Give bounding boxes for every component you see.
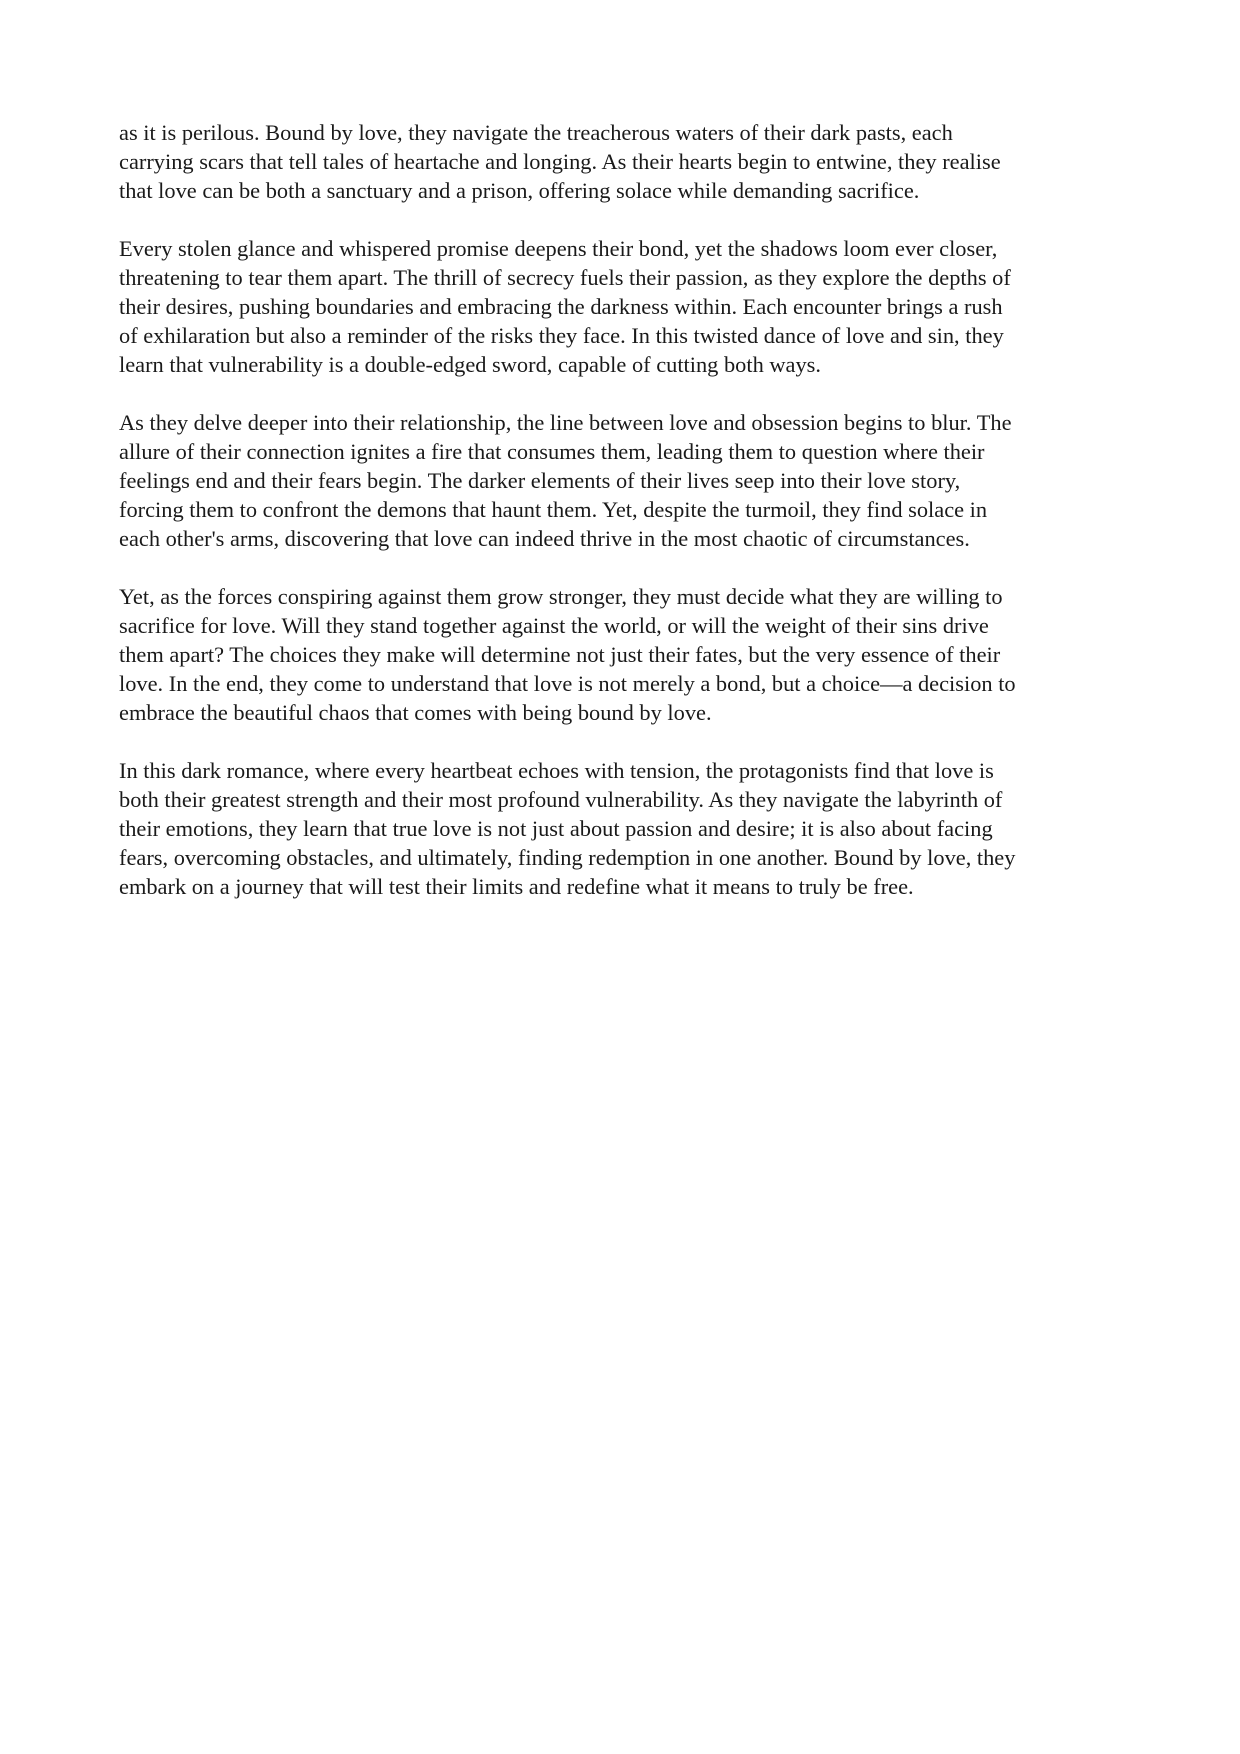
text-line: their emotions, they learn that true love is not just about passion and desire; it is also about facing [119, 816, 993, 841]
paragraph [119, 234, 1131, 379]
paragraph [119, 582, 1131, 727]
text-line: learn that vulnerability is a double-edged sword, capable of cutting both ways. [119, 352, 821, 377]
text-line: as it is perilous. Bound by love, they navigate the treacherous waters of their dark pasts, each [119, 120, 953, 145]
text-line: embrace the beautiful chaos that comes with being bound by love. [119, 700, 712, 725]
text-line: that love can be both a sanctuary and a prison, offering solace while demanding sacrifice. [119, 178, 920, 203]
text-line: allure of their connection ignites a fire that consumes them, leading them to question where their [119, 439, 985, 464]
text-line: Yet, as the forces conspiring against them grow stronger, they must decide what they are willing to [119, 584, 1003, 609]
document-body [119, 118, 1131, 930]
text-line: each other's arms, discovering that love can indeed thrive in the most chaotic of circumstances. [119, 526, 970, 551]
text-line: of exhilaration but also a reminder of the risks they face. In this twisted dance of love and sin, they [119, 323, 1004, 348]
text-line: sacrifice for love. Will they stand together against the world, or will the weight of their sins drive [119, 613, 989, 638]
text-line: As they delve deeper into their relationship, the line between love and obsession begins to blur. The [119, 410, 1012, 435]
text-line: Every stolen glance and whispered promise deepens their bond, yet the shadows loom ever closer, [119, 236, 998, 261]
text-line: love. In the end, they come to understand that love is not merely a bond, but a choice—a decision to [119, 671, 1016, 696]
text-line: threatening to tear them apart. The thrill of secrecy fuels their passion, as they explore the depths of [119, 265, 1011, 290]
text-line: their desires, pushing boundaries and embracing the darkness within. Each encounter brings a rush [119, 294, 1003, 319]
text-line: fears, overcoming obstacles, and ultimately, finding redemption in one another. Bound by love, they [119, 845, 1016, 870]
text-line: both their greatest strength and their most profound vulnerability. As they navigate the labyrinth of [119, 787, 1003, 812]
paragraph [119, 118, 1131, 205]
text-line: feelings end and their fears begin. The darker elements of their lives seep into their love story, [119, 468, 961, 493]
text-line: them apart? The choices they make will determine not just their fates, but the very essence of their [119, 642, 1001, 667]
text-line: embark on a journey that will test their limits and redefine what it means to truly be free. [119, 874, 914, 899]
text-line: In this dark romance, where every heartbeat echoes with tension, the protagonists find that love is [119, 758, 994, 783]
paragraph [119, 756, 1131, 901]
paragraph [119, 408, 1131, 553]
text-line: forcing them to confront the demons that haunt them. Yet, despite the turmoil, they find solace in [119, 497, 988, 522]
text-line: carrying scars that tell tales of heartache and longing. As their hearts begin to entwine, they realise [119, 149, 1001, 174]
